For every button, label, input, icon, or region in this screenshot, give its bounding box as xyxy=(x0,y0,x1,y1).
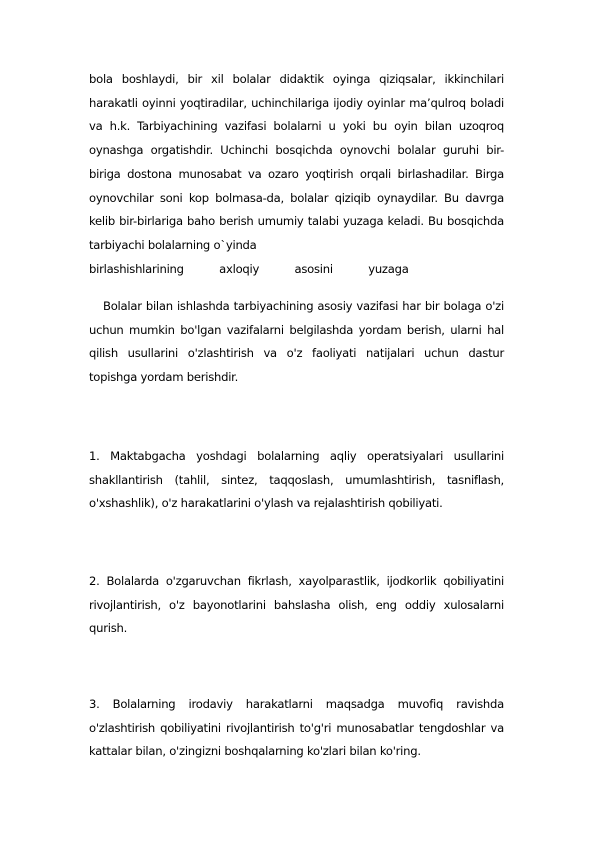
word: axloqiy xyxy=(219,261,260,276)
word: asosini xyxy=(294,261,333,276)
paragraph-intro xyxy=(89,68,504,281)
word: yuzaga xyxy=(368,261,409,276)
list-item: 2. Bolalarda o'zgaruvchan fikrlash, xayolparastlik, ijodkorlik qobiliyatini rivojlantirish, o'z bayonotlarini bahslasha olish, eng oddiy xulosalarni qurish. xyxy=(89,574,504,636)
spacer xyxy=(444,258,504,282)
paragraph-intro-text: bola boshlaydi, bir xil bolalar didaktik oyinga qiziqsalar, ikkinchilari harakatli oyinni yoqtiradilar, uchinchilariga ijodiy oyinlar ma’qulroq boladi va h.k. Tarbiyachining vazifasi bolalarni u yoki bu oyin bilan uzoqroq oynashga orgatishdir. Uchinchi bosqichda oynovchi bolalar guruhi bir-biriga dostona munosabat va ozaro yoqtirish orqali birlashadilar. Birga oynovchilar soni kop bolmasa-da, bolalar qiziqib oynaydilar. Bu davrga kelib bir-birlariga baho berish umumiy talabi yuzaga keladi. Bu bosqichda tarbiyachi bolalarning o`yinda xyxy=(89,72,504,252)
paragraph-teacher-task: Bolalar bilan ishlashda tarbiyachining asosiy vazifasi har bir bolaga o'zi uchun mumkin bo'lgan vazifalarni belgilashda yordam berish, ularni hal qilish usullarini o'zlashtirish va o'z faoliyati natijalari uchun dastur topishga yordam berishdir. xyxy=(89,299,504,385)
paragraph-intro-last-line xyxy=(89,258,504,282)
list-item: 3. Bolalarning irodaviy harakatlarni maqsadga muvofiq ravishda o'zlashtirish qobiliyatini rivojlantirish to'g'ri munosabatlar tengdoshlar va kattalar bilan, o'zingizni boshqalarning ko'zlari bilan ko'ring. xyxy=(89,697,504,759)
word: birlashishlarining xyxy=(89,261,184,276)
list-item: 1. Maktabgacha yoshdagi bolalarning aqliy operatsiyalari usullarini shakllantirish (tahlil, sintez, taqqoslash, umumlashtirish, tasniflash, o'xshashlik), o'z harakatlarini o'ylash va rejalashtirish qobiliyati. xyxy=(89,449,504,511)
